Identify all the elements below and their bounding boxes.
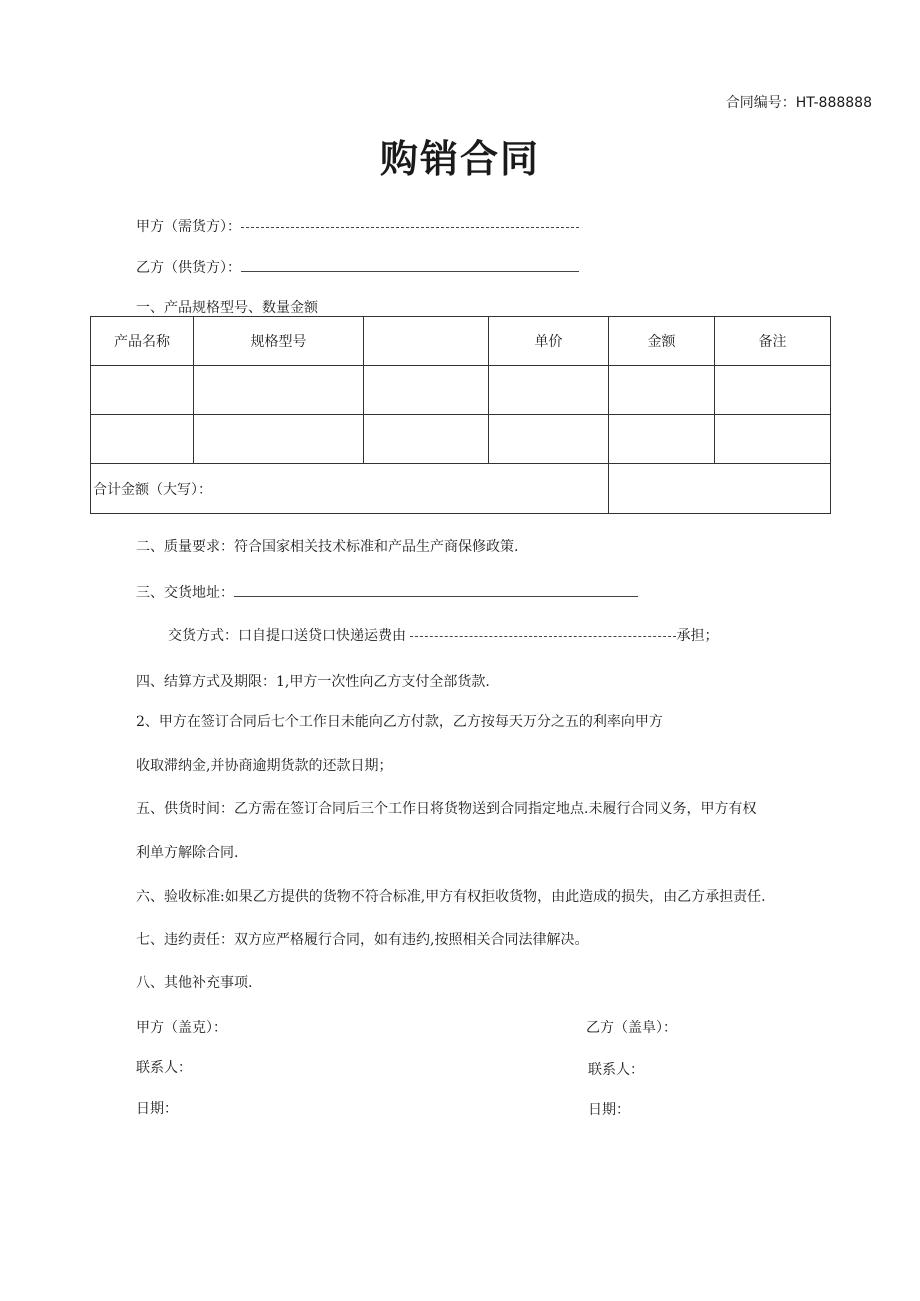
table-header-cell: 备注 [715, 317, 831, 366]
product-table [90, 316, 831, 514]
table-header-cell: 产品名称 [91, 317, 194, 366]
table-cell[interactable] [489, 366, 609, 415]
table-row [91, 366, 831, 415]
total-row [91, 464, 831, 514]
clause-delivery-method [168, 625, 718, 645]
table-cell[interactable] [609, 366, 715, 415]
table-cell[interactable] [489, 415, 609, 464]
party-a-seal: 甲方（盖克）： [136, 1020, 227, 1036]
table-cell[interactable] [364, 366, 489, 415]
table-row [91, 415, 831, 464]
delivery-address-label: 三、交货地址： [136, 585, 234, 601]
clause-liability: 七、违约责任：双方应严格履行合同，如有违约,按照相关合同法律解决。 [136, 932, 589, 948]
party-b-line [136, 257, 579, 277]
table-cell[interactable] [91, 366, 194, 415]
table-cell[interactable] [609, 415, 715, 464]
delivery-address-blank[interactable] [234, 596, 638, 597]
party-b-contact: 联系人： [588, 1062, 644, 1078]
party-a-contact: 联系人： [136, 1060, 192, 1076]
party-b-label: 乙方（供货方）： [136, 260, 241, 276]
clause-supply-time-1: 五、供货时间：乙方需在签订合同后三个工作日将货物送到合同指定地点.未履行合同义务，甲方有权 [136, 801, 757, 817]
party-b-date: 日期： [588, 1102, 630, 1118]
party-a-blank[interactable] [241, 227, 579, 228]
section-1-heading: 一、产品规格型号、数量金额 [136, 300, 318, 316]
table-cell[interactable] [715, 415, 831, 464]
clause-supply-time-2: 利单方解除合同. [136, 845, 239, 861]
total-amount-value[interactable] [609, 464, 831, 514]
clause-delivery-address [136, 582, 638, 602]
table-cell[interactable] [194, 415, 364, 464]
freight-payer-blank[interactable] [410, 636, 676, 637]
delivery-method-label: 交货方式：口自提口送贷口快递运费由 [168, 628, 406, 644]
party-b-seal: 乙方（盖阜）： [586, 1020, 677, 1036]
contract-number: 合同编号：HT-888888 [725, 95, 872, 111]
clause-supplementary: 八、其他补充事项. [136, 975, 253, 991]
party-a-line [136, 216, 579, 236]
clause-quality: 二、质量要求：符合国家相关技术标准和产品生产商保修政策. [136, 539, 519, 555]
table-header-cell [364, 317, 489, 366]
clause-settlement-3: 收取滞纳金,并协商逾期货款的还款日期； [136, 758, 393, 774]
clause-acceptance: 六、验收标准:如果乙方提供的货物不符合标准,甲方有权拒收货物，由此造成的损失，由乙方承担责任. [136, 889, 766, 905]
clause-settlement-2: 2、甲方在签订合同后七个工作日未能向乙方付款，乙方按每天万分之五的利率向甲方 [136, 714, 663, 730]
table-header-cell: 单价 [489, 317, 609, 366]
table-cell[interactable] [194, 366, 364, 415]
party-a-date: 日期： [136, 1101, 178, 1117]
table-header-row [91, 317, 831, 366]
total-amount-label: 合计金额（大写）： [91, 464, 609, 514]
table-header-cell: 规格型号 [194, 317, 364, 366]
delivery-method-suffix: 承担； [676, 628, 719, 644]
table-cell[interactable] [91, 415, 194, 464]
document-title: 购销合同 [379, 137, 540, 181]
party-a-label: 甲方（需货方）： [136, 219, 241, 235]
clause-settlement-1: 四、结算方式及期限：1,甲方一次性向乙方支付全部货款. [136, 674, 490, 690]
table-header-cell: 金额 [609, 317, 715, 366]
table-cell[interactable] [715, 366, 831, 415]
table-cell[interactable] [364, 415, 489, 464]
party-b-blank[interactable] [241, 271, 579, 272]
